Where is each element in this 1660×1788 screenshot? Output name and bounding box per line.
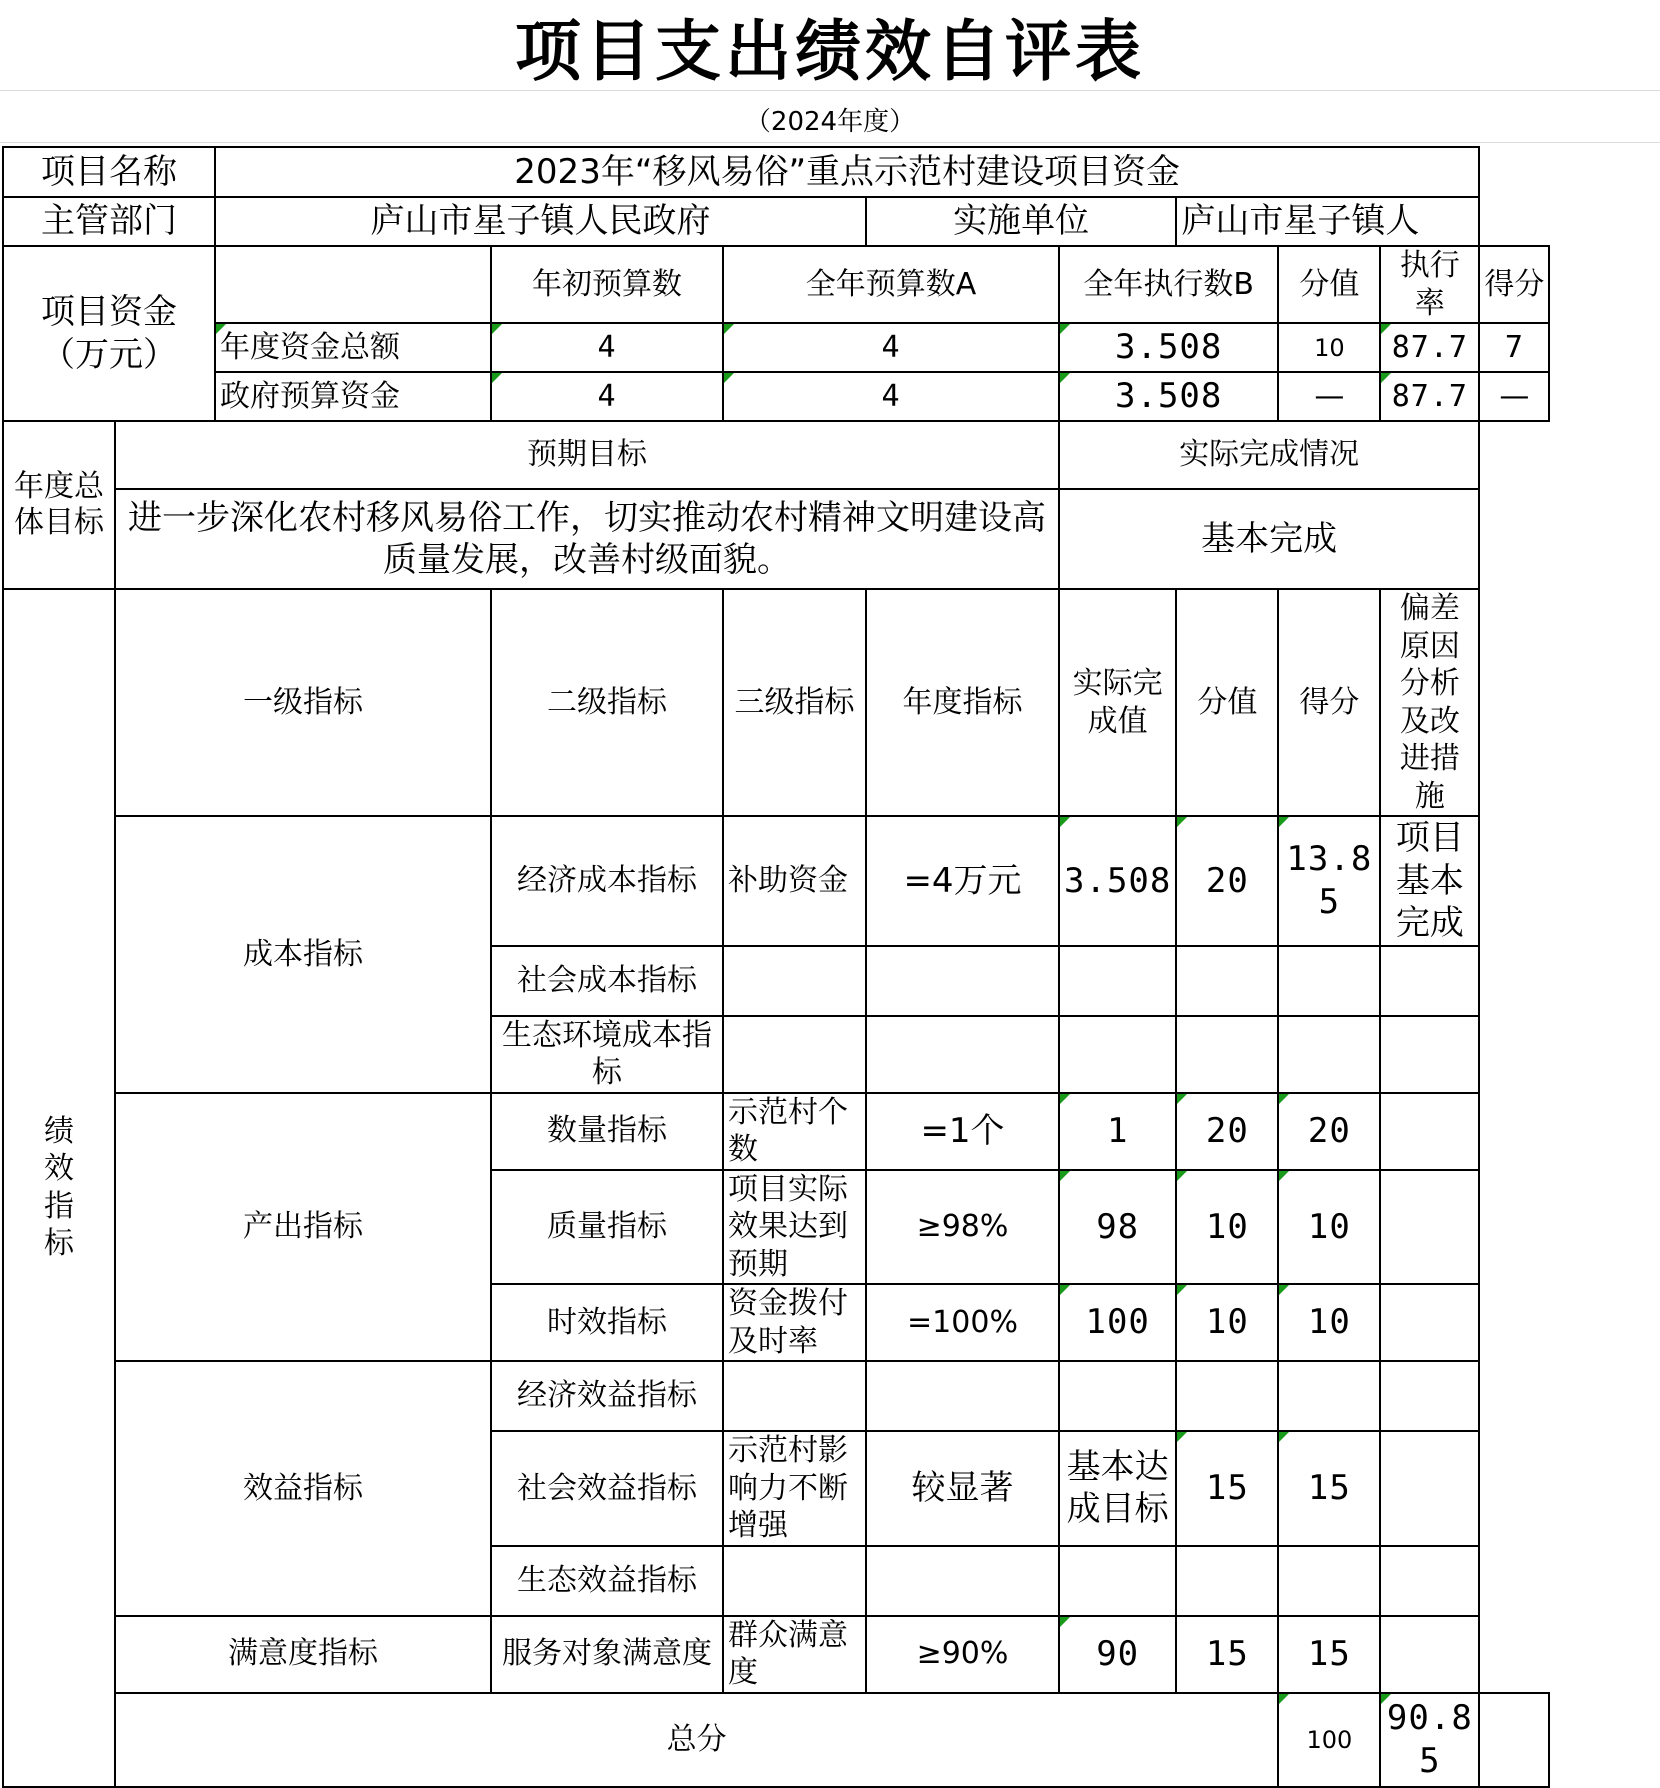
row-funds-total: [3, 323, 1549, 372]
level2-cell: 生态效益指标: [491, 1546, 723, 1616]
row-project-name: [3, 147, 1549, 197]
level2-cell: 数量指标: [491, 1093, 723, 1170]
actual-cell[interactable]: 3.508: [1059, 816, 1176, 946]
year-subtitle: （2024年度）: [744, 106, 916, 137]
level2-cell: 社会成本指标: [491, 946, 723, 1016]
score-cell[interactable]: [1278, 946, 1380, 1016]
weight-cell[interactable]: [1176, 1016, 1278, 1093]
level3-cell[interactable]: 资金拨付及时率: [723, 1284, 866, 1361]
table-row: [3, 1361, 1549, 1431]
level2-cell: 服务对象满意度: [491, 1616, 723, 1693]
perf-header-weight: 分值: [1176, 589, 1278, 816]
grid-line: [0, 142, 1660, 143]
row-goal-content: [3, 489, 1549, 589]
weight-cell[interactable]: 10: [1176, 1284, 1278, 1361]
row-funds-header: [3, 246, 1549, 323]
project-name-label: 项目名称: [3, 147, 215, 197]
funds-total-annual[interactable]: 4: [723, 323, 1059, 372]
note-cell[interactable]: [1380, 1016, 1479, 1093]
actual-cell[interactable]: [1059, 946, 1176, 1016]
score-cell[interactable]: [1278, 1361, 1380, 1431]
target-cell[interactable]: [866, 946, 1059, 1016]
level3-cell[interactable]: [723, 946, 866, 1016]
funds-header-blank: [215, 246, 491, 323]
level3-cell[interactable]: 群众满意度: [723, 1616, 866, 1693]
level1-benefit: 效益指标: [115, 1361, 491, 1616]
table-row: [3, 1616, 1549, 1693]
note-cell[interactable]: [1380, 1093, 1479, 1170]
expected-goal-text[interactable]: 进一步深化农村移风易俗工作，切实推动农村精神文明建设高质量发展，改善村级面貌。: [115, 489, 1059, 589]
note-cell[interactable]: [1380, 946, 1479, 1016]
score-cell[interactable]: 10: [1278, 1284, 1380, 1361]
perf-header-note: 偏差原因分析及改进措施: [1380, 589, 1479, 816]
weight-cell[interactable]: 15: [1176, 1616, 1278, 1693]
funds-total-weight[interactable]: 10: [1278, 323, 1380, 372]
note-cell[interactable]: [1380, 1546, 1479, 1616]
target-cell[interactable]: =1个: [866, 1093, 1059, 1170]
level2-cell: 经济成本指标: [491, 816, 723, 946]
perf-header-score: 得分: [1278, 589, 1380, 816]
actual-cell[interactable]: 100: [1059, 1284, 1176, 1361]
funds-header-annual: 全年预算数A: [723, 246, 1059, 323]
target-cell[interactable]: 较显著: [866, 1431, 1059, 1546]
funds-gov-score[interactable]: —: [1479, 372, 1549, 421]
score-cell[interactable]: 15: [1278, 1616, 1380, 1693]
score-cell[interactable]: [1278, 1016, 1380, 1093]
total-weight[interactable]: 100: [1278, 1693, 1380, 1787]
funds-total-executed[interactable]: 3.508: [1059, 323, 1278, 372]
department-value[interactable]: 庐山市星子镇人民政府: [215, 197, 866, 246]
subtitle-row: [0, 96, 1660, 142]
note-cell[interactable]: 项目基本完成: [1380, 816, 1479, 946]
funds-total-label: 年度资金总额: [215, 323, 491, 372]
target-cell[interactable]: =100%: [866, 1284, 1059, 1361]
level2-cell: 社会效益指标: [491, 1431, 723, 1546]
implementer-value[interactable]: 庐山市星子镇人: [1176, 197, 1479, 246]
funds-gov-weight[interactable]: —: [1278, 372, 1380, 421]
note-cell[interactable]: [1380, 1431, 1479, 1546]
title-row: [0, 0, 1660, 90]
level3-cell[interactable]: 示范村个数: [723, 1093, 866, 1170]
note-cell[interactable]: [1380, 1284, 1479, 1361]
row-total: [3, 1693, 1549, 1787]
row-department: [3, 197, 1549, 246]
level3-cell[interactable]: [723, 1016, 866, 1093]
score-cell[interactable]: 13.85: [1278, 816, 1380, 946]
funds-gov-annual[interactable]: 4: [723, 372, 1059, 421]
funds-gov-initial[interactable]: 4: [491, 372, 723, 421]
weight-cell[interactable]: [1176, 1546, 1278, 1616]
level2-cell: 经济效益指标: [491, 1361, 723, 1431]
total-note[interactable]: [1479, 1693, 1549, 1787]
performance-label: 绩效指标: [3, 589, 115, 1787]
weight-cell[interactable]: [1176, 1361, 1278, 1431]
level2-cell: 时效指标: [491, 1284, 723, 1361]
weight-cell[interactable]: [1176, 946, 1278, 1016]
weight-cell[interactable]: 20: [1176, 1093, 1278, 1170]
actual-cell[interactable]: [1059, 1016, 1176, 1093]
department-label: 主管部门: [3, 197, 215, 246]
level1-output: 产出指标: [115, 1093, 491, 1362]
score-cell[interactable]: 20: [1278, 1093, 1380, 1170]
score-cell[interactable]: [1278, 1546, 1380, 1616]
weight-cell[interactable]: 15: [1176, 1431, 1278, 1546]
project-name-value[interactable]: 2023年“移风易俗”重点示范村建设项目资金: [215, 147, 1479, 197]
row-perf-header: [3, 589, 1549, 816]
score-cell[interactable]: 15: [1278, 1431, 1380, 1546]
funds-gov-executed[interactable]: 3.508: [1059, 372, 1278, 421]
funds-total-rate[interactable]: 87.7: [1380, 323, 1479, 372]
funds-gov-label: 政府预算资金: [215, 372, 491, 421]
evaluation-table: [2, 146, 1550, 1788]
funds-header-initial: 年初预算数: [491, 246, 723, 323]
expected-goal-header: 预期目标: [115, 421, 1059, 489]
level3-cell[interactable]: [723, 1361, 866, 1431]
actual-cell[interactable]: 90: [1059, 1616, 1176, 1693]
level3-cell[interactable]: 项目实际效果达到预期: [723, 1170, 866, 1285]
page-title: 项目支出绩效自评表: [515, 11, 1145, 90]
row-funds-gov: [3, 372, 1549, 421]
target-cell[interactable]: ≥90%: [866, 1616, 1059, 1693]
level3-cell[interactable]: [723, 1546, 866, 1616]
weight-cell[interactable]: 10: [1176, 1170, 1278, 1285]
note-cell[interactable]: [1380, 1170, 1479, 1285]
funds-header-weight: 分值: [1278, 246, 1380, 323]
level1-cost: 成本指标: [115, 816, 491, 1093]
actual-cell[interactable]: [1059, 1361, 1176, 1431]
table-row: [3, 816, 1549, 946]
target-cell[interactable]: =4万元: [866, 816, 1059, 946]
target-cell[interactable]: [866, 1546, 1059, 1616]
level3-cell[interactable]: 示范村影响力不断增强: [723, 1431, 866, 1546]
row-goal-header: [3, 421, 1549, 489]
level2-cell: 质量指标: [491, 1170, 723, 1285]
score-cell[interactable]: 10: [1278, 1170, 1380, 1285]
total-label: 总分: [115, 1693, 1278, 1787]
funds-total-score[interactable]: 7: [1479, 323, 1549, 372]
funds-gov-rate[interactable]: 87.7: [1380, 372, 1479, 421]
actual-cell[interactable]: 98: [1059, 1170, 1176, 1285]
actual-cell[interactable]: 1: [1059, 1093, 1176, 1170]
perf-header-level1: 一级指标: [115, 589, 491, 816]
note-cell[interactable]: [1380, 1361, 1479, 1431]
funds-label: 项目资金（万元）: [3, 246, 215, 421]
actual-goal-header: 实际完成情况: [1059, 421, 1479, 489]
actual-cell[interactable]: [1059, 1546, 1176, 1616]
level2-cell: 生态环境成本指标: [491, 1016, 723, 1093]
funds-header-rate: 执行率: [1380, 246, 1479, 323]
total-score[interactable]: 90.85: [1380, 1693, 1479, 1787]
funds-header-executed: 全年执行数B: [1059, 246, 1278, 323]
target-cell[interactable]: ≥98%: [866, 1170, 1059, 1285]
target-cell[interactable]: [866, 1016, 1059, 1093]
funds-header-score: 得分: [1479, 246, 1549, 323]
level1-satisfaction: 满意度指标: [115, 1616, 491, 1693]
perf-header-level3: 三级指标: [723, 589, 866, 816]
target-cell[interactable]: [866, 1361, 1059, 1431]
actual-cell[interactable]: 基本达成目标: [1059, 1431, 1176, 1546]
annual-goal-label: 年度总体目标: [3, 421, 115, 589]
implementer-label: 实施单位: [866, 197, 1176, 246]
level3-cell[interactable]: 补助资金: [723, 816, 866, 946]
perf-header-level2: 二级指标: [491, 589, 723, 816]
weight-cell[interactable]: 20: [1176, 816, 1278, 946]
funds-total-initial[interactable]: 4: [491, 323, 723, 372]
perf-header-target: 年度指标: [866, 589, 1059, 816]
perf-header-actual: 实际完成值: [1059, 589, 1176, 816]
actual-goal-text[interactable]: 基本完成: [1059, 489, 1479, 589]
table-row: [3, 1093, 1549, 1170]
note-cell[interactable]: [1380, 1616, 1479, 1693]
